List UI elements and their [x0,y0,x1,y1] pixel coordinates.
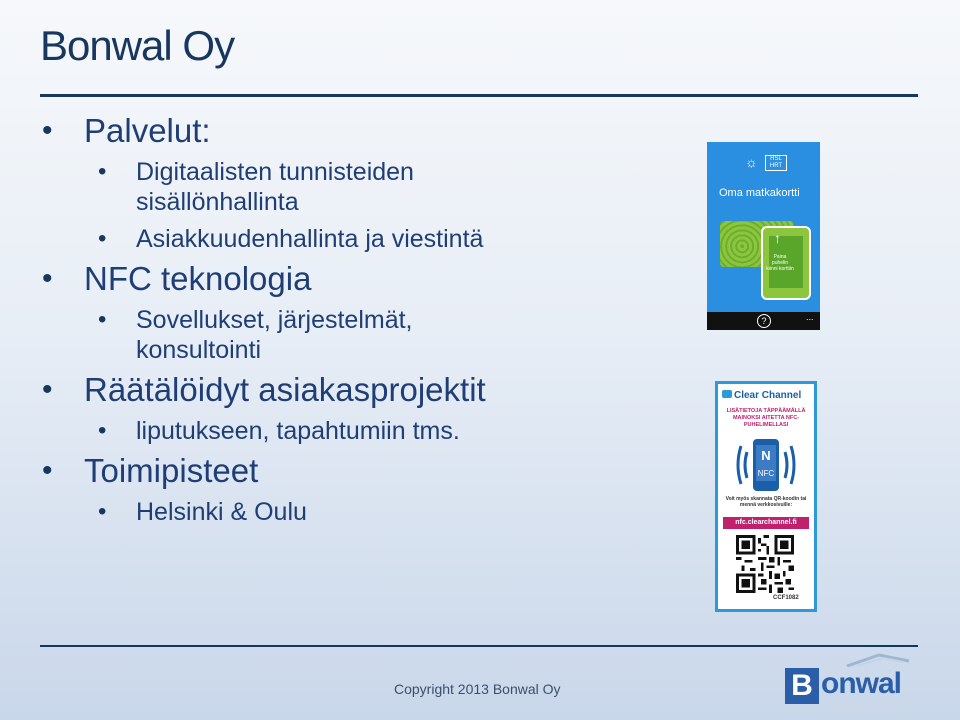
nfc-phone-icon [733,436,799,494]
nfc-instruction: LISÄTIETOJA TÄPPÄÄMÄLLÄ MAINOKSI AITETTA NFC-PUHELIMELLASI [726,408,806,428]
roof-icon [843,653,913,667]
arrow-up-icon: ↑ [774,230,781,246]
sub-bullet-line: Sovellukset, järjestelmät, [136,306,413,334]
copyright: Copyright 2013 Bonwal Oy [394,681,561,697]
sub-bullet: • Asiakkuudenhallinta ja viestintä [40,224,680,254]
clear-channel-logo [722,390,801,401]
bullet-list [40,106,680,527]
sub-bullet-line: sisällönhallinta [136,188,299,216]
sticker-code: CCF1082 [773,595,799,601]
nfc-url: nfc.clearchannel.fi [723,517,809,529]
clear-channel-mark-icon [722,390,732,398]
phone-graphic [761,226,811,300]
phone-instruction: Paina puhelin kiinni korttiin [766,254,794,272]
footer-divider [40,645,918,647]
logo-initial: B [785,668,819,704]
sub-bullet: • Helsinki & Oulu [40,497,680,527]
bullet-palvelut: • Palvelut: [40,112,680,150]
sub-bullet-line: konsultointi [136,336,262,364]
hsl-card-title: Oma matkakortti [719,187,800,199]
nfc-label: NFC [757,469,775,478]
more-icon: ... [806,312,814,322]
sub-bullet-line: Digitaalisten tunnisteiden [136,158,414,186]
slide-title: Bonwal Oy [40,22,235,69]
bullet-nfc: • NFC teknologia [40,260,680,298]
qr-code-image [735,535,795,593]
sun-icon: ☼ [745,154,758,170]
bullet-offices: • Toimipisteet [40,452,680,490]
sub-bullet: • liputukseen, tapahtumiin tms. [40,416,680,446]
clear-channel-brand: Clear Channel [734,390,802,401]
hsl-logo: HSL HRT [765,155,787,171]
svg-text:N: N [761,448,771,463]
clear-channel-sticker [715,381,817,612]
bonwal-logo [785,653,925,709]
title-divider [40,94,918,97]
logo-wordmark: onwal [821,667,902,700]
hsl-app-image [707,142,820,330]
qr-instruction: Voit myös skannata QR-koodin tai mennä verkkosivuille: [725,496,807,508]
sub-bullet [40,305,680,365]
sub-bullet [40,157,680,217]
bullet-projects: • Räätälöidyt asiakasprojektit [40,371,680,409]
help-icon: ? [757,314,771,328]
